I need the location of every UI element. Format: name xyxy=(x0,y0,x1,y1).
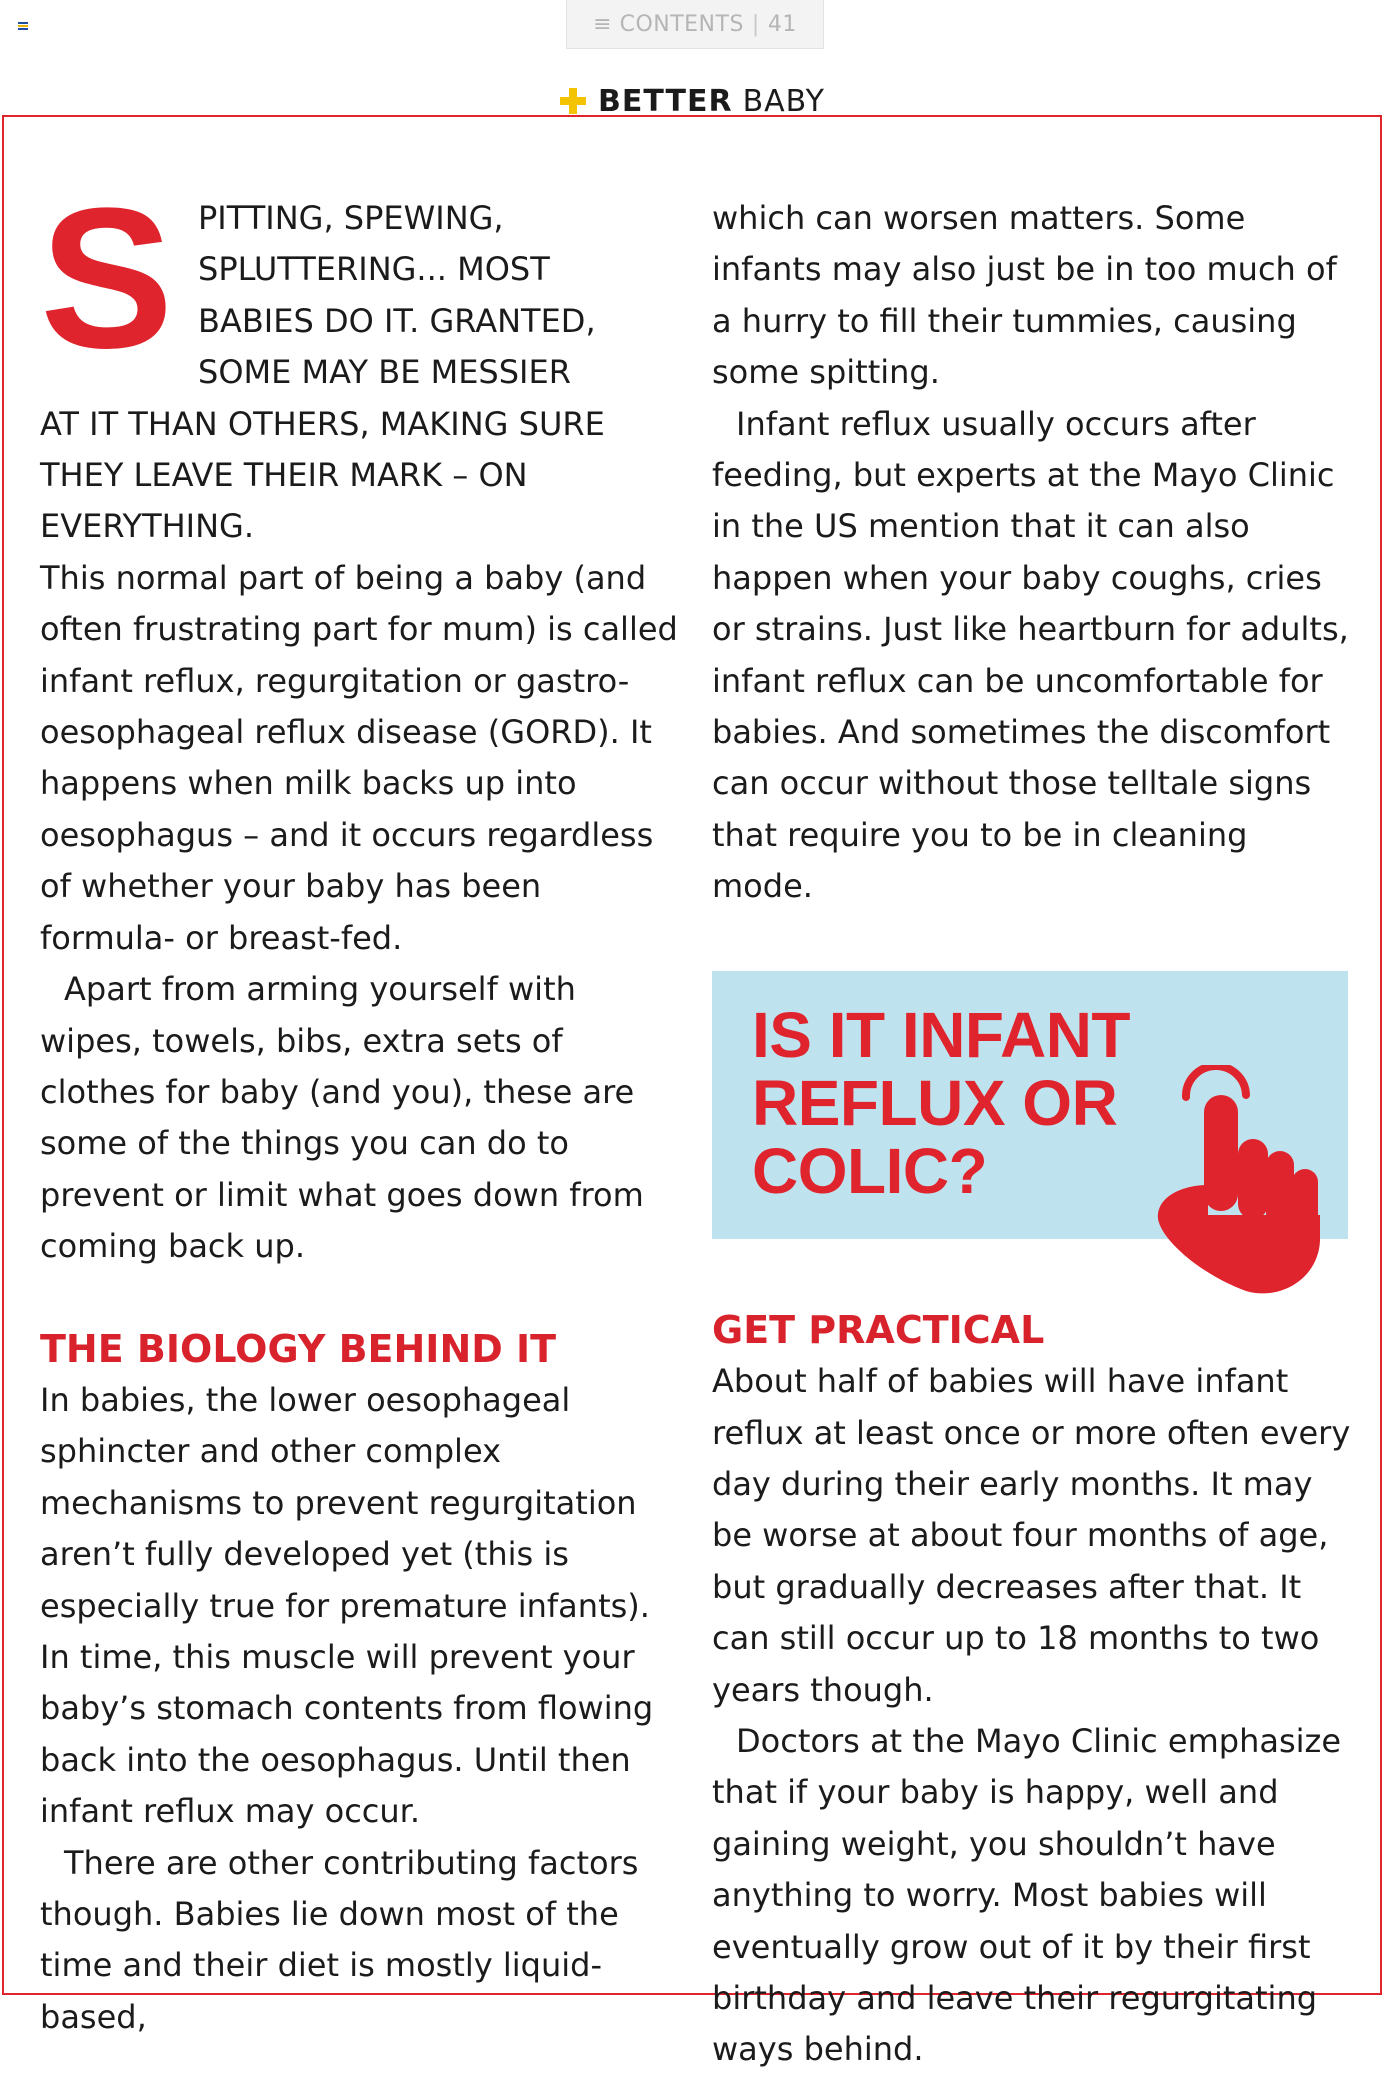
intro-paragraph: This normal part of being a baby (and often frustrating part for mum) is called infant reflux, regurgitation or gastro-oesophageal reflux disease (GORD). It happens when milk backs up into oesophagus – and it occurs regardless of whether your baby has been formula- or breast-fed. xyxy=(40,558,678,957)
contents-tab[interactable] xyxy=(566,0,824,49)
page-number: 41 xyxy=(767,11,797,37)
right-paragraph: Infant reflux usually occurs after feeding, but experts at the Mayo Clinic in the US mention that it can also happen when your baby coughs, cries or strains. Just like heartburn for adults, infant reflux can be uncomfortable for babies. And sometimes the discomfort can occur without those telltale signs that require you to be in cleaning mode. xyxy=(712,404,1349,906)
section-title-light: BABY xyxy=(742,83,825,119)
practical-paragraph: Doctors at the Mayo Clinic emphasize that if your baby is happy, well and gaining weight, you shouldn’t have anything to worry. Most babies will eventually grow out of it by their first birthday and leave their regurgitating ways behind. xyxy=(712,1721,1342,2069)
contents-label[interactable]: ≡ CONTENTS xyxy=(593,11,744,37)
callout-line: REFLUX OR xyxy=(752,1066,1118,1139)
section-title-bold: BETTER xyxy=(598,83,733,119)
lead-continuation: AT IT THAN OTHERS, MAKING SURE THEY LEAVE THEIR MARK – ON EVERYTHING. xyxy=(40,404,605,546)
right-column xyxy=(712,193,1352,2076)
practical-paragraph: About half of babies will have infant reflux at least once or more often every day during their early months. It may be worse at about four months of age, but gradually decreases after that. It can still occur up to 18 months to two years though. xyxy=(712,1362,1351,1709)
pointing-hand-icon[interactable] xyxy=(1152,1065,1328,1297)
menu-icon[interactable] xyxy=(18,22,28,30)
biology-heading: THE BIOLOGY BEHIND IT xyxy=(40,1326,557,1371)
section-header xyxy=(560,84,825,118)
lead-line: SOME MAY BE MESSIER xyxy=(198,353,571,392)
drop-cap: S xyxy=(40,167,174,390)
callout-box[interactable] xyxy=(712,971,1348,1239)
separator: | xyxy=(751,11,760,37)
biology-paragraph: There are other contributing factors though. Babies lie down most of the time and their diet is mostly liquid-based, xyxy=(40,1843,639,2036)
callout-line: COLIC? xyxy=(752,1134,988,1207)
plus-icon xyxy=(560,88,586,114)
biology-paragraph: In babies, the lower oesophageal sphincter and other complex mechanisms to prevent regurgitation aren’t fully developed yet (this is especially true for premature infants). In time, this muscle will prevent your baby’s stomach contents from flowing back into the oesophagus. Until then infant reflux may occur. xyxy=(40,1380,654,1831)
lead-line: SPLUTTERING... MOST xyxy=(198,250,550,289)
lead-line: BABIES DO IT. GRANTED, xyxy=(198,301,596,340)
left-column xyxy=(40,167,680,2043)
lead-line: PITTING, SPEWING, xyxy=(198,199,504,237)
intro-lead xyxy=(40,167,680,399)
callout-title xyxy=(752,998,1130,1207)
right-paragraph: which can worsen matters. Some infants may also just be in too much of a hurry to fill their tummies, causing some spitting. xyxy=(712,199,1337,392)
callout-line: IS IT INFANT xyxy=(752,998,1130,1071)
intro-paragraph: Apart from arming yourself with wipes, towels, bibs, extra sets of clothes for baby (and you), these are some of the things you can do to prevent or limit what goes down from coming back up. xyxy=(40,970,644,1266)
practical-heading: GET PRACTICAL xyxy=(712,1307,1045,1352)
